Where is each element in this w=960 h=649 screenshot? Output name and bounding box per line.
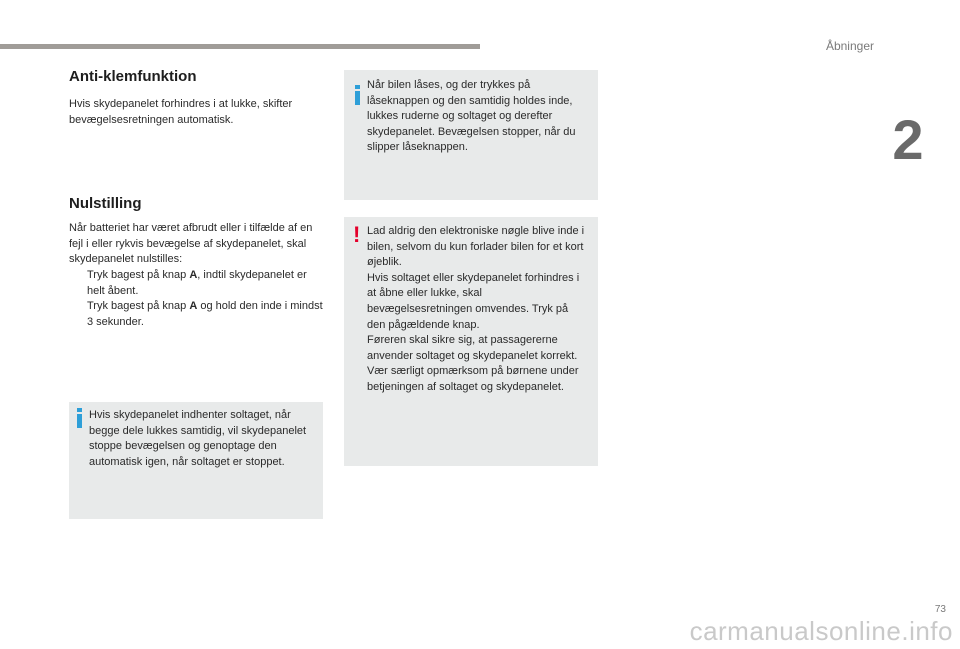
reset-step-text: Tryk bagest på knap xyxy=(87,269,190,281)
reset-steps xyxy=(69,268,325,330)
info-box-sunblind xyxy=(69,402,323,519)
info-box-locking-text: Når bilen låses, og der trykkes på låseknappen og den samtidig holdes inde, lukkes ruderne og soltaget og derefter skydepanelet. Bevægelsen stopper, når du slipper låseknappen. xyxy=(367,79,576,154)
info-box-sunblind-text: Hvis skydepanelet indhenter soltaget, når begge dele lukkes samtidig, vil skydepanelet stoppe bevægelsen og genoptage den automatisk igen, når soltaget er stoppet. xyxy=(89,409,307,468)
watermark: carmanualsonline.info xyxy=(689,616,953,646)
reset-step xyxy=(69,299,325,330)
section-label: Åbninger xyxy=(825,39,874,53)
warning-line: Lad aldrig den elektroniske nøgle blive inde i bilen, selvom du kun forlader bilen for et kort øjeblik. xyxy=(367,225,585,269)
key-label: A xyxy=(189,300,198,313)
reset-step-text: Tryk bagest på knap xyxy=(87,300,190,313)
warning-line: Vær særligt opmærksom på børnene under betjeningen af soltaget og skydepanelet. xyxy=(367,365,579,393)
chapter-number: 2 xyxy=(892,108,924,171)
warning-line: Føreren skal sikre sig, at passagererne anvender soltaget og skydepanelet korrekt. xyxy=(367,334,578,362)
warning-box-text xyxy=(367,224,589,396)
reset-step-text: , indtil skydepanelet er helt åbent. xyxy=(87,269,307,297)
warning-icon: ! xyxy=(353,222,361,247)
warning-line: Hvis soltaget eller skydepanelet forhindres i at åbne eller lukke, skal bevægelsesretningen omvendes. Tryk på den pågældende knap. xyxy=(367,271,580,331)
anti-pinch-body: Hvis skydepanelet forhindres i at lukke, skifter bevægelsesretningen automatisk. xyxy=(69,98,293,126)
reset-step-text: og hold den inde i mindst 3 sekunder. xyxy=(87,300,323,328)
info-box-locking xyxy=(344,70,598,200)
info-icon xyxy=(77,408,82,428)
page-number: 73 xyxy=(934,604,946,615)
warning-box xyxy=(344,217,598,466)
anti-pinch-heading: Anti-klemfunktion xyxy=(69,68,197,85)
reset-heading: Nulstilling xyxy=(69,195,142,212)
reset-intro: Når batteriet har været afbrudt eller i tilfælde af en fejl i eller rykvis bevægelse af skydepanelet, skal skydepanelet nulstilles: xyxy=(69,222,313,266)
reset-step xyxy=(69,268,325,299)
key-label: A xyxy=(189,269,198,281)
header-rule xyxy=(0,44,480,49)
info-icon xyxy=(355,85,360,105)
